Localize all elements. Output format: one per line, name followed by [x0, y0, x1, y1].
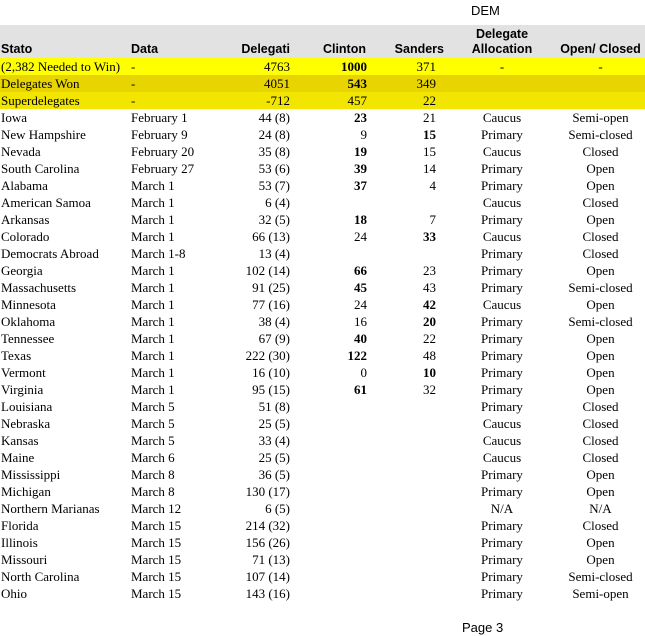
cell-clinton	[292, 551, 376, 568]
cell-allocation: Primary	[481, 382, 523, 397]
cell-open-closed: Open	[586, 331, 615, 346]
cell-state: Nebraska	[1, 416, 51, 431]
cell-sanders	[376, 466, 448, 483]
table-row	[0, 449, 645, 466]
cell-date: March 1	[131, 212, 175, 227]
cell-allocation: Primary	[481, 127, 523, 142]
cell-date: March 15	[131, 552, 182, 567]
cell-allocation: Primary	[481, 246, 523, 261]
cell-clinton	[292, 245, 376, 262]
cell-sanders	[376, 432, 448, 449]
cell-state: Virginia	[1, 382, 44, 397]
summary-row-won	[0, 75, 645, 92]
cell-open-closed: Semi-closed	[568, 280, 633, 295]
cell-open-closed: Open	[586, 161, 615, 176]
cell-sanders	[376, 585, 448, 602]
cell-open-closed: Closed	[582, 433, 619, 448]
cell-state: Maine	[1, 450, 35, 465]
cell-clinton	[292, 398, 376, 415]
cell-delegates: 95 (15)	[252, 382, 290, 397]
table-row	[0, 296, 645, 313]
cell-state: Vermont	[1, 365, 46, 380]
cell-sanders: 32	[423, 382, 436, 397]
cell-state: Tennessee	[1, 331, 55, 346]
table-row	[0, 398, 645, 415]
header-delegates: Delegati	[241, 42, 290, 56]
cell-clinton	[292, 534, 376, 551]
cell-clinton: 19	[354, 144, 367, 159]
cell-state: Michigan	[1, 484, 51, 499]
cell-state: Minnesota	[1, 297, 56, 312]
cell-date: March 15	[131, 569, 182, 584]
cell-delegates: 6 (5)	[265, 501, 290, 516]
cell-date: March 8	[131, 467, 175, 482]
cell-delegates: 25 (5)	[258, 450, 290, 465]
cell-open-closed: Open	[586, 382, 615, 397]
cell-sanders: 48	[423, 348, 436, 363]
table-row	[0, 466, 645, 483]
cell-state: Ohio	[1, 586, 27, 601]
cell-delegates: 214 (32)	[245, 518, 290, 533]
cell-clinton: 61	[354, 382, 367, 397]
cell-date: March 1	[131, 297, 175, 312]
cell-sanders	[376, 551, 448, 568]
cell-state: American Samoa	[1, 195, 91, 210]
cell-state: Georgia	[1, 263, 43, 278]
cell-state: Oklahoma	[1, 314, 56, 329]
cell-open-closed: Closed	[582, 195, 619, 210]
cell-sanders	[376, 517, 448, 534]
cell-state: (2,382 Needed to Win)	[0, 58, 131, 75]
cell-allocation: Primary	[481, 280, 523, 295]
cell-sanders	[376, 568, 448, 585]
summary-row-superdelegates	[0, 92, 645, 109]
delegate-table	[0, 25, 645, 602]
table-row	[0, 432, 645, 449]
cell-allocation: Primary	[481, 399, 523, 414]
cell-clinton: 457	[292, 92, 376, 109]
cell-delegates: 4051	[211, 75, 292, 92]
cell-clinton	[292, 449, 376, 466]
summary-row-needed	[0, 58, 645, 75]
cell-date: February 27	[131, 161, 195, 176]
cell-allocation: Primary	[481, 212, 523, 227]
cell-delegates: 130 (17)	[245, 484, 290, 499]
table-row	[0, 194, 645, 211]
cell-clinton: 23	[354, 110, 367, 125]
cell-delegates: 53 (6)	[258, 161, 290, 176]
cell-allocation: Primary	[481, 484, 523, 499]
cell-delegates: 36 (5)	[258, 467, 290, 482]
cell-clinton	[292, 500, 376, 517]
cell-sanders: 349	[376, 75, 448, 92]
cell-clinton: 37	[354, 178, 367, 193]
cell-sanders: 371	[376, 58, 448, 75]
cell-delegates: 102 (14)	[245, 263, 290, 278]
cell-state: Louisiana	[1, 399, 53, 414]
cell-delegates: 67 (9)	[258, 331, 290, 346]
cell-open-closed: Closed	[582, 229, 619, 244]
cell-state: Texas	[1, 348, 32, 363]
cell-date: March 1	[131, 365, 175, 380]
table-row	[0, 364, 645, 381]
cell-allocation: Caucus	[482, 229, 522, 244]
cell-open-closed: Open	[586, 297, 615, 312]
cell-clinton	[292, 432, 376, 449]
cell-date: March 5	[131, 433, 175, 448]
cell-date: March 1	[131, 314, 175, 329]
party-label: DEM	[471, 3, 500, 18]
table-row	[0, 279, 645, 296]
cell-allocation: Caucus	[482, 433, 522, 448]
cell-date: March 6	[131, 450, 175, 465]
cell-clinton: 122	[347, 348, 367, 363]
cell-sanders	[376, 245, 448, 262]
cell-clinton: 40	[354, 331, 367, 346]
cell-open-closed	[556, 75, 645, 92]
cell-open-closed: Closed	[582, 416, 619, 431]
cell-delegates: 38 (4)	[258, 314, 290, 329]
cell-allocation: Primary	[481, 365, 523, 380]
cell-allocation: Caucus	[482, 144, 522, 159]
cell-open-closed: Semi-open	[572, 586, 629, 601]
cell-state: Kansas	[1, 433, 39, 448]
header-sanders: Sanders	[394, 42, 444, 56]
cell-allocation: Caucus	[482, 110, 522, 125]
cell-state: Alabama	[1, 178, 48, 193]
cell-open-closed: Open	[586, 365, 615, 380]
cell-open-closed: Closed	[582, 246, 619, 261]
cell-allocation: -	[448, 58, 556, 75]
cell-state: Delegates Won	[0, 75, 131, 92]
cell-allocation: Primary	[481, 535, 523, 550]
cell-delegates: 156 (26)	[245, 535, 290, 550]
cell-date: March 12	[131, 501, 182, 516]
cell-sanders: 20	[423, 314, 436, 329]
cell-delegates: 143 (16)	[245, 586, 290, 601]
cell-state: North Carolina	[1, 569, 80, 584]
cell-delegates: 91 (25)	[252, 280, 290, 295]
cell-open-closed: Semi-open	[572, 110, 629, 125]
page-number: Page 3	[462, 620, 504, 635]
cell-open-closed: Closed	[582, 144, 619, 159]
table-row	[0, 109, 645, 126]
cell-state: Iowa	[1, 110, 27, 125]
cell-sanders	[376, 449, 448, 466]
cell-allocation: Caucus	[482, 416, 522, 431]
table-row	[0, 160, 645, 177]
cell-sanders: 14	[423, 161, 436, 176]
table-row	[0, 245, 645, 262]
table-row	[0, 228, 645, 245]
cell-delegates: 33 (4)	[258, 433, 290, 448]
cell-date: February 20	[131, 144, 195, 159]
cell-state: Mississippi	[1, 467, 61, 482]
cell-allocation: Primary	[481, 518, 523, 533]
cell-delegates: 25 (5)	[258, 416, 290, 431]
cell-open-closed: Closed	[582, 518, 619, 533]
cell-delegates: 51 (8)	[258, 399, 290, 414]
cell-date: March 5	[131, 399, 175, 414]
cell-state: Illinois	[1, 535, 38, 550]
cell-date: March 1	[131, 263, 175, 278]
cell-date: February 9	[131, 127, 188, 142]
cell-open-closed: -	[556, 58, 645, 75]
table-row	[0, 415, 645, 432]
table-row	[0, 177, 645, 194]
cell-allocation: Primary	[481, 467, 523, 482]
cell-date: March 15	[131, 518, 182, 533]
cell-date: March 1	[131, 348, 175, 363]
cell-sanders	[376, 194, 448, 211]
header-state: Stato	[1, 42, 33, 56]
cell-delegates: 13 (4)	[258, 246, 290, 261]
cell-delegates: 222 (30)	[245, 348, 290, 363]
table-row	[0, 330, 645, 347]
cell-sanders: 42	[423, 297, 436, 312]
cell-date: March 1	[131, 195, 175, 210]
cell-date: March 15	[131, 586, 182, 601]
cell-date: March 1	[131, 331, 175, 346]
cell-clinton	[292, 466, 376, 483]
cell-clinton	[292, 517, 376, 534]
cell-delegates: 66 (13)	[252, 229, 290, 244]
cell-delegates: 44 (8)	[258, 110, 290, 125]
cell-open-closed	[556, 92, 645, 109]
table-row	[0, 483, 645, 500]
header-allocation: Delegate Allocation	[471, 27, 533, 56]
cell-sanders	[376, 483, 448, 500]
cell-clinton: 0	[360, 365, 367, 380]
cell-date: March 5	[131, 416, 175, 431]
cell-delegates: 32 (5)	[258, 212, 290, 227]
cell-clinton: 16	[354, 314, 367, 329]
cell-delegates: 4763	[211, 58, 292, 75]
cell-sanders: 15	[423, 127, 436, 142]
cell-date: -	[131, 75, 211, 92]
cell-delegates: 35 (8)	[258, 144, 290, 159]
cell-state: Northern Marianas	[1, 501, 100, 516]
table-row	[0, 262, 645, 279]
cell-open-closed: Open	[586, 535, 615, 550]
cell-allocation: Primary	[481, 331, 523, 346]
cell-delegates: 71 (13)	[252, 552, 290, 567]
cell-state: Democrats Abroad	[1, 246, 99, 261]
cell-date: March 15	[131, 535, 182, 550]
table-row	[0, 534, 645, 551]
table-row	[0, 126, 645, 143]
cell-state: Missouri	[1, 552, 48, 567]
cell-state: New Hampshire	[1, 127, 86, 142]
cell-clinton	[292, 415, 376, 432]
cell-open-closed: Open	[586, 552, 615, 567]
cell-allocation: Primary	[481, 552, 523, 567]
cell-allocation: Primary	[481, 178, 523, 193]
table-row	[0, 585, 645, 602]
cell-open-closed: Open	[586, 212, 615, 227]
cell-sanders: 7	[429, 212, 436, 227]
table-row	[0, 500, 645, 517]
table-row	[0, 551, 645, 568]
cell-open-closed: Closed	[582, 450, 619, 465]
header-clinton: Clinton	[322, 42, 366, 56]
cell-delegates: 77 (16)	[252, 297, 290, 312]
cell-open-closed: Semi-closed	[568, 569, 633, 584]
cell-date: March 1	[131, 178, 175, 193]
cell-clinton	[292, 568, 376, 585]
cell-allocation: Primary	[481, 348, 523, 363]
cell-sanders	[376, 500, 448, 517]
table-row	[0, 347, 645, 364]
cell-open-closed: Open	[586, 484, 615, 499]
cell-date: February 1	[131, 110, 188, 125]
cell-sanders: 22	[423, 331, 436, 346]
cell-state: South Carolina	[1, 161, 80, 176]
cell-sanders: 15	[423, 144, 436, 159]
cell-date: March 8	[131, 484, 175, 499]
cell-state: Florida	[1, 518, 39, 533]
cell-sanders: 21	[423, 110, 436, 125]
cell-allocation: Primary	[481, 314, 523, 329]
cell-sanders: 33	[423, 229, 436, 244]
cell-sanders	[376, 415, 448, 432]
cell-open-closed: Open	[586, 467, 615, 482]
cell-allocation: Primary	[481, 569, 523, 584]
table-row	[0, 517, 645, 534]
cell-clinton	[292, 483, 376, 500]
cell-open-closed: N/A	[589, 501, 612, 516]
cell-allocation: Primary	[481, 161, 523, 176]
cell-allocation: Caucus	[482, 297, 522, 312]
cell-sanders: 10	[423, 365, 436, 380]
cell-clinton: 39	[354, 161, 367, 176]
cell-delegates: 53 (7)	[258, 178, 290, 193]
cell-open-closed: Closed	[582, 399, 619, 414]
cell-sanders	[376, 398, 448, 415]
cell-clinton	[292, 585, 376, 602]
cell-open-closed: Semi-closed	[568, 314, 633, 329]
cell-open-closed: Open	[586, 178, 615, 193]
cell-clinton: 66	[354, 263, 367, 278]
cell-allocation: Primary	[481, 263, 523, 278]
table-header-row	[0, 25, 645, 58]
cell-date: March 1	[131, 382, 175, 397]
cell-date: -	[131, 58, 211, 75]
table-row	[0, 211, 645, 228]
table-row	[0, 313, 645, 330]
cell-date: March 1-8	[131, 246, 186, 261]
cell-clinton: 24	[354, 229, 367, 244]
cell-clinton: 543	[292, 75, 376, 92]
cell-delegates: 107 (14)	[245, 569, 290, 584]
cell-state: Superdelegates	[0, 92, 131, 109]
cell-allocation: Caucus	[482, 450, 522, 465]
cell-allocation	[448, 75, 556, 92]
cell-sanders: 22	[376, 92, 448, 109]
header-open-closed: Open/ Closed	[560, 42, 641, 56]
cell-allocation: Caucus	[482, 195, 522, 210]
cell-allocation: Primary	[481, 586, 523, 601]
cell-sanders: 43	[423, 280, 436, 295]
cell-clinton: 24	[354, 297, 367, 312]
table-row	[0, 568, 645, 585]
cell-open-closed: Open	[586, 263, 615, 278]
header-date: Data	[131, 42, 159, 56]
cell-sanders: 4	[429, 178, 436, 193]
cell-open-closed: Semi-closed	[568, 127, 633, 142]
cell-clinton: 18	[354, 212, 367, 227]
table-row	[0, 143, 645, 160]
cell-sanders	[376, 534, 448, 551]
cell-allocation: N/A	[490, 501, 514, 516]
cell-delegates: -712	[211, 92, 292, 109]
cell-sanders: 23	[423, 263, 436, 278]
cell-clinton: 1000	[292, 58, 376, 75]
cell-state: Massachusetts	[1, 280, 77, 295]
cell-delegates: 16 (10)	[252, 365, 290, 380]
cell-clinton: 9	[360, 127, 367, 142]
cell-state: Colorado	[1, 229, 50, 244]
cell-state: Arkansas	[1, 212, 50, 227]
cell-date: -	[131, 92, 211, 109]
cell-allocation	[448, 92, 556, 109]
cell-delegates: 6 (4)	[265, 195, 290, 210]
table-row	[0, 381, 645, 398]
cell-date: March 1	[131, 280, 175, 295]
cell-clinton	[292, 194, 376, 211]
cell-date: March 1	[131, 229, 175, 244]
cell-open-closed: Open	[586, 348, 615, 363]
cell-state: Nevada	[1, 144, 41, 159]
cell-clinton: 45	[354, 280, 367, 295]
cell-delegates: 24 (8)	[258, 127, 290, 142]
